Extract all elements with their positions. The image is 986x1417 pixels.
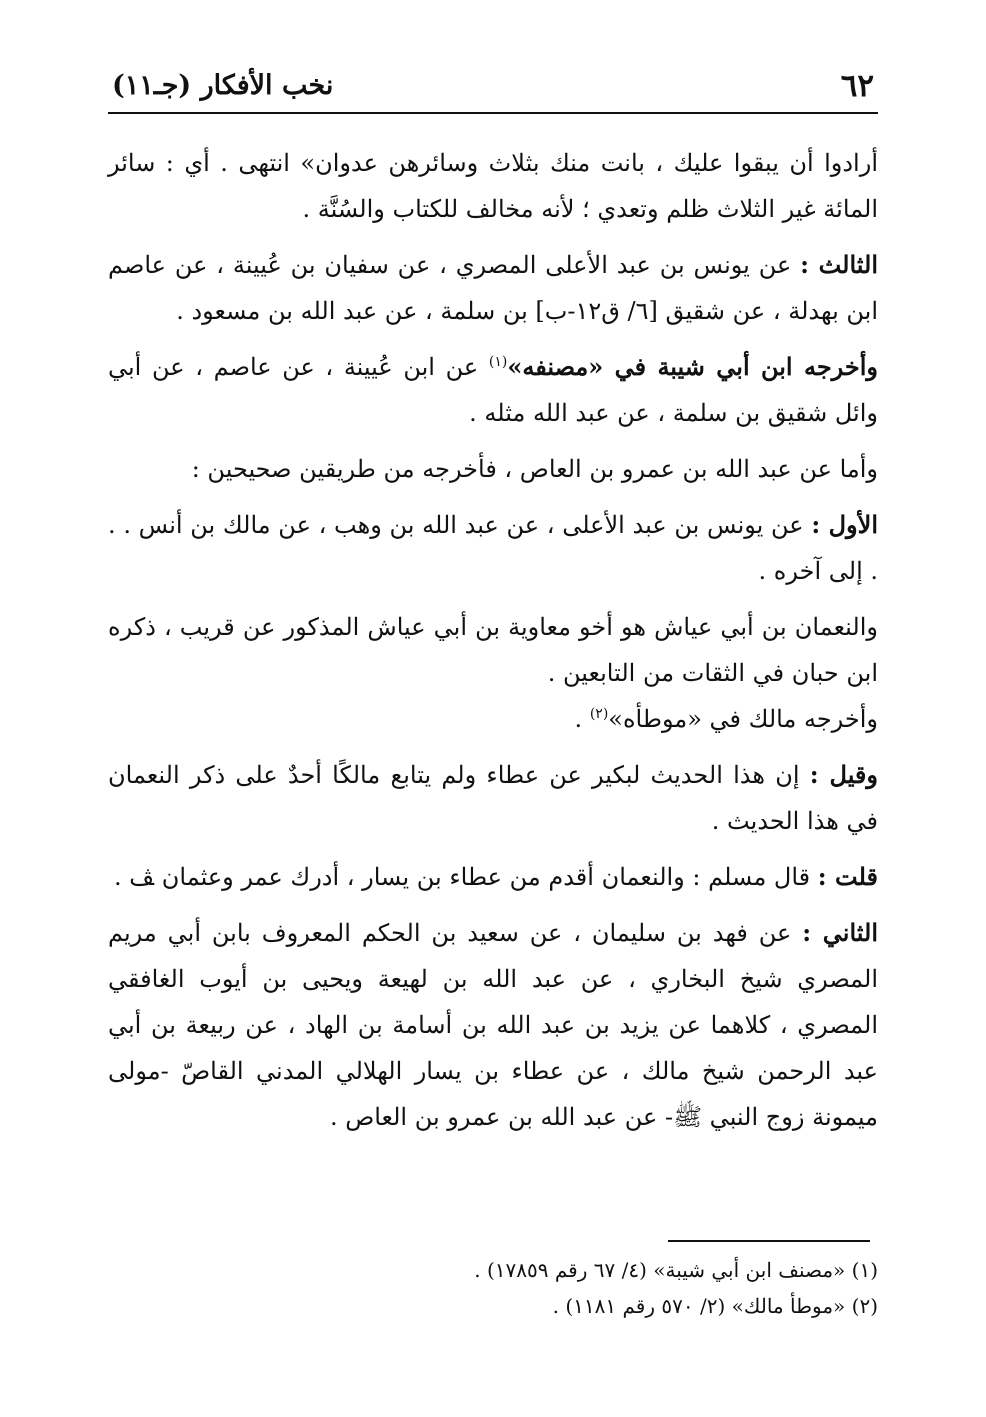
- paragraph: [108, 854, 878, 900]
- paragraph: [108, 344, 878, 436]
- paragraph: [108, 446, 878, 492]
- paragraph-text: عن فهد بن سليمان ، عن سعيد بن الحكم المعروف بابن أبي مريم المصري شيخ البخاري ، عن عبد الله بن لهيعة ويحيى بن أيوب الغافقي المصري ، كلاهما عن يزيد بن عبد الله بن أسامة بن الهاد ، عن ربيعة بن أبي عبد الرحمن شيخ مالك ، عن عطاء بن يسار الهلالي المدني القاصّ -مولى ميمونة زوج النبي ﷺ- عن عبد الله بن عمرو بن العاص .: [108, 919, 878, 1131]
- paragraph-text: قال مسلم : والنعمان أقدم من عطاء بن يسار ، أدرك عمر وعثمان ﭫ .: [114, 863, 811, 891]
- paragraph-lead: الثالث :: [800, 250, 878, 279]
- paragraph: [108, 604, 878, 696]
- paragraph-lead: وأخرجه ابن أبي شيبة في «مصنفه»: [507, 352, 878, 381]
- paragraph-text: عن يونس بن عبد الأعلى ، عن عبد الله بن وهب ، عن مالك بن أنس . . . إلى آخره .: [108, 511, 878, 585]
- footnote: (١) «مصنف ابن أبي شيبة» (٤/ ٦٧ رقم ١٧٨٥٩) .: [474, 1258, 878, 1282]
- footnote-divider: [668, 1240, 870, 1242]
- paragraph-lead: وقيل :: [809, 760, 878, 789]
- paragraph: [108, 910, 878, 1140]
- paragraph-text: عن يونس بن عبد الأعلى المصري ، عن سفيان بن عُيينة ، عن عاصم ابن بهدلة ، عن شقيق [٦/ ق١٢-ب] بن سلمة ، عن عبد الله بن مسعود .: [108, 251, 878, 325]
- paragraph: [108, 242, 878, 334]
- paragraph: [108, 140, 878, 232]
- paragraph-lead: قلت :: [817, 862, 878, 891]
- running-title: نخب الأفكار (جـ١١): [112, 70, 334, 101]
- footnote-marker: (٢): [589, 706, 609, 722]
- paragraph-text: عن ابن عُيينة ، عن عاصم ، عن أبي وائل شقيق بن سلمة ، عن عبد الله مثله .: [108, 353, 878, 427]
- footnotes: [108, 1252, 878, 1324]
- footnote: (٢) «موطأ مالك» (٢/ ٥٧٠ رقم ١١٨١) .: [552, 1294, 878, 1318]
- footnote-marker: (١): [488, 354, 508, 370]
- paragraph-text-end: .: [574, 705, 590, 733]
- paragraph-text: وأما عن عبد الله بن عمرو بن العاص ، فأخرجه من طريقين صحيحين :: [191, 455, 878, 483]
- paragraph-text: إن هذا الحديث لبكير عن عطاء ولم يتابع مالكًا أحدٌ على ذكر النعمان في هذا الحديث .: [108, 761, 878, 835]
- paragraph-text: وأخرجه مالك في «موطأه»: [608, 705, 878, 733]
- paragraph: [108, 696, 878, 742]
- paragraph-lead: الثاني :: [802, 918, 879, 947]
- main-text: [108, 140, 878, 1150]
- paragraph-lead: الأول :: [811, 510, 878, 539]
- paragraph-text: أرادوا أن يبقوا عليك ، بانت منك بثلاث وسائرهن عدوان» انتهى . أي : سائر المائة غير الثلاث ظلم وتعدي ؛ لأنه مخالف للكتاب والسُنَّة .: [108, 149, 878, 223]
- paragraph: [108, 502, 878, 594]
- page-header: [108, 62, 878, 114]
- page-number: ٦٢: [840, 68, 874, 104]
- paragraph-text: والنعمان بن أبي عياش هو أخو معاوية بن أبي عياش المذكور عن قريب ، ذكره ابن حبان في الثقات من التابعين .: [108, 613, 878, 687]
- paragraph: [108, 752, 878, 844]
